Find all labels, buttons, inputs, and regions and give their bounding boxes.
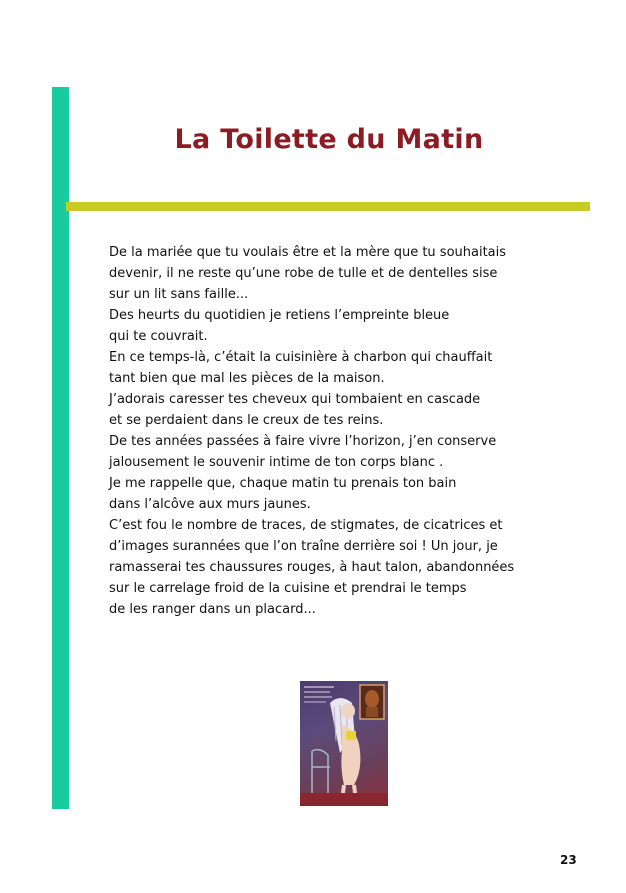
text-line: sur le carrelage froid de la cuisine et prendrai le temps (109, 581, 467, 596)
text-line: De tes années passées à faire vivre l’horizon, j’en conserve (109, 434, 497, 449)
text-line: ramasserai tes chaussures rouges, à haut talon, abandonnées (109, 560, 515, 575)
text-line: C’est fou le nombre de traces, de stigmates, de cicatrices et (109, 518, 503, 533)
text-line: tant bien que mal les pièces de la maison. (109, 371, 385, 386)
text-line: dans l’alcôve aux murs jaunes. (109, 497, 311, 512)
left-accent-bar (52, 87, 69, 809)
bath-illustration (300, 681, 388, 806)
text-line: qui te couvrait. (109, 329, 208, 344)
poem-text (109, 242, 549, 620)
text-line: J’adorais caresser tes cheveux qui tombaient en cascade (109, 392, 481, 407)
text-line: Des heurts du quotidien je retiens l’empreinte bleue (109, 308, 450, 323)
text-line: Je me rappelle que, chaque matin tu prenais ton bain (109, 476, 457, 491)
illustration-art (300, 681, 388, 806)
text-line: devenir, il ne reste qu’une robe de tulle et de dentelles sise (109, 266, 498, 281)
text-line: jalousement le souvenir intime de ton corps blanc . (109, 455, 444, 470)
page-number: 23 (560, 853, 577, 867)
title-underline-rule (66, 202, 590, 211)
text-line: En ce temps-là, c’était la cuisinière à charbon qui chauffait (109, 350, 493, 365)
text-line: de les ranger dans un placard... (109, 602, 316, 617)
text-line: d’images surannées que l’on traîne derrière soi ! Un jour, je (109, 539, 498, 554)
text-line: De la mariée que tu voulais être et la mère que tu souhaitais (109, 245, 507, 260)
text-line: et se perdaient dans le creux de tes reins. (109, 413, 384, 428)
page-title: La Toilette du Matin (174, 124, 484, 155)
text-line: sur un lit sans faille... (109, 287, 249, 302)
